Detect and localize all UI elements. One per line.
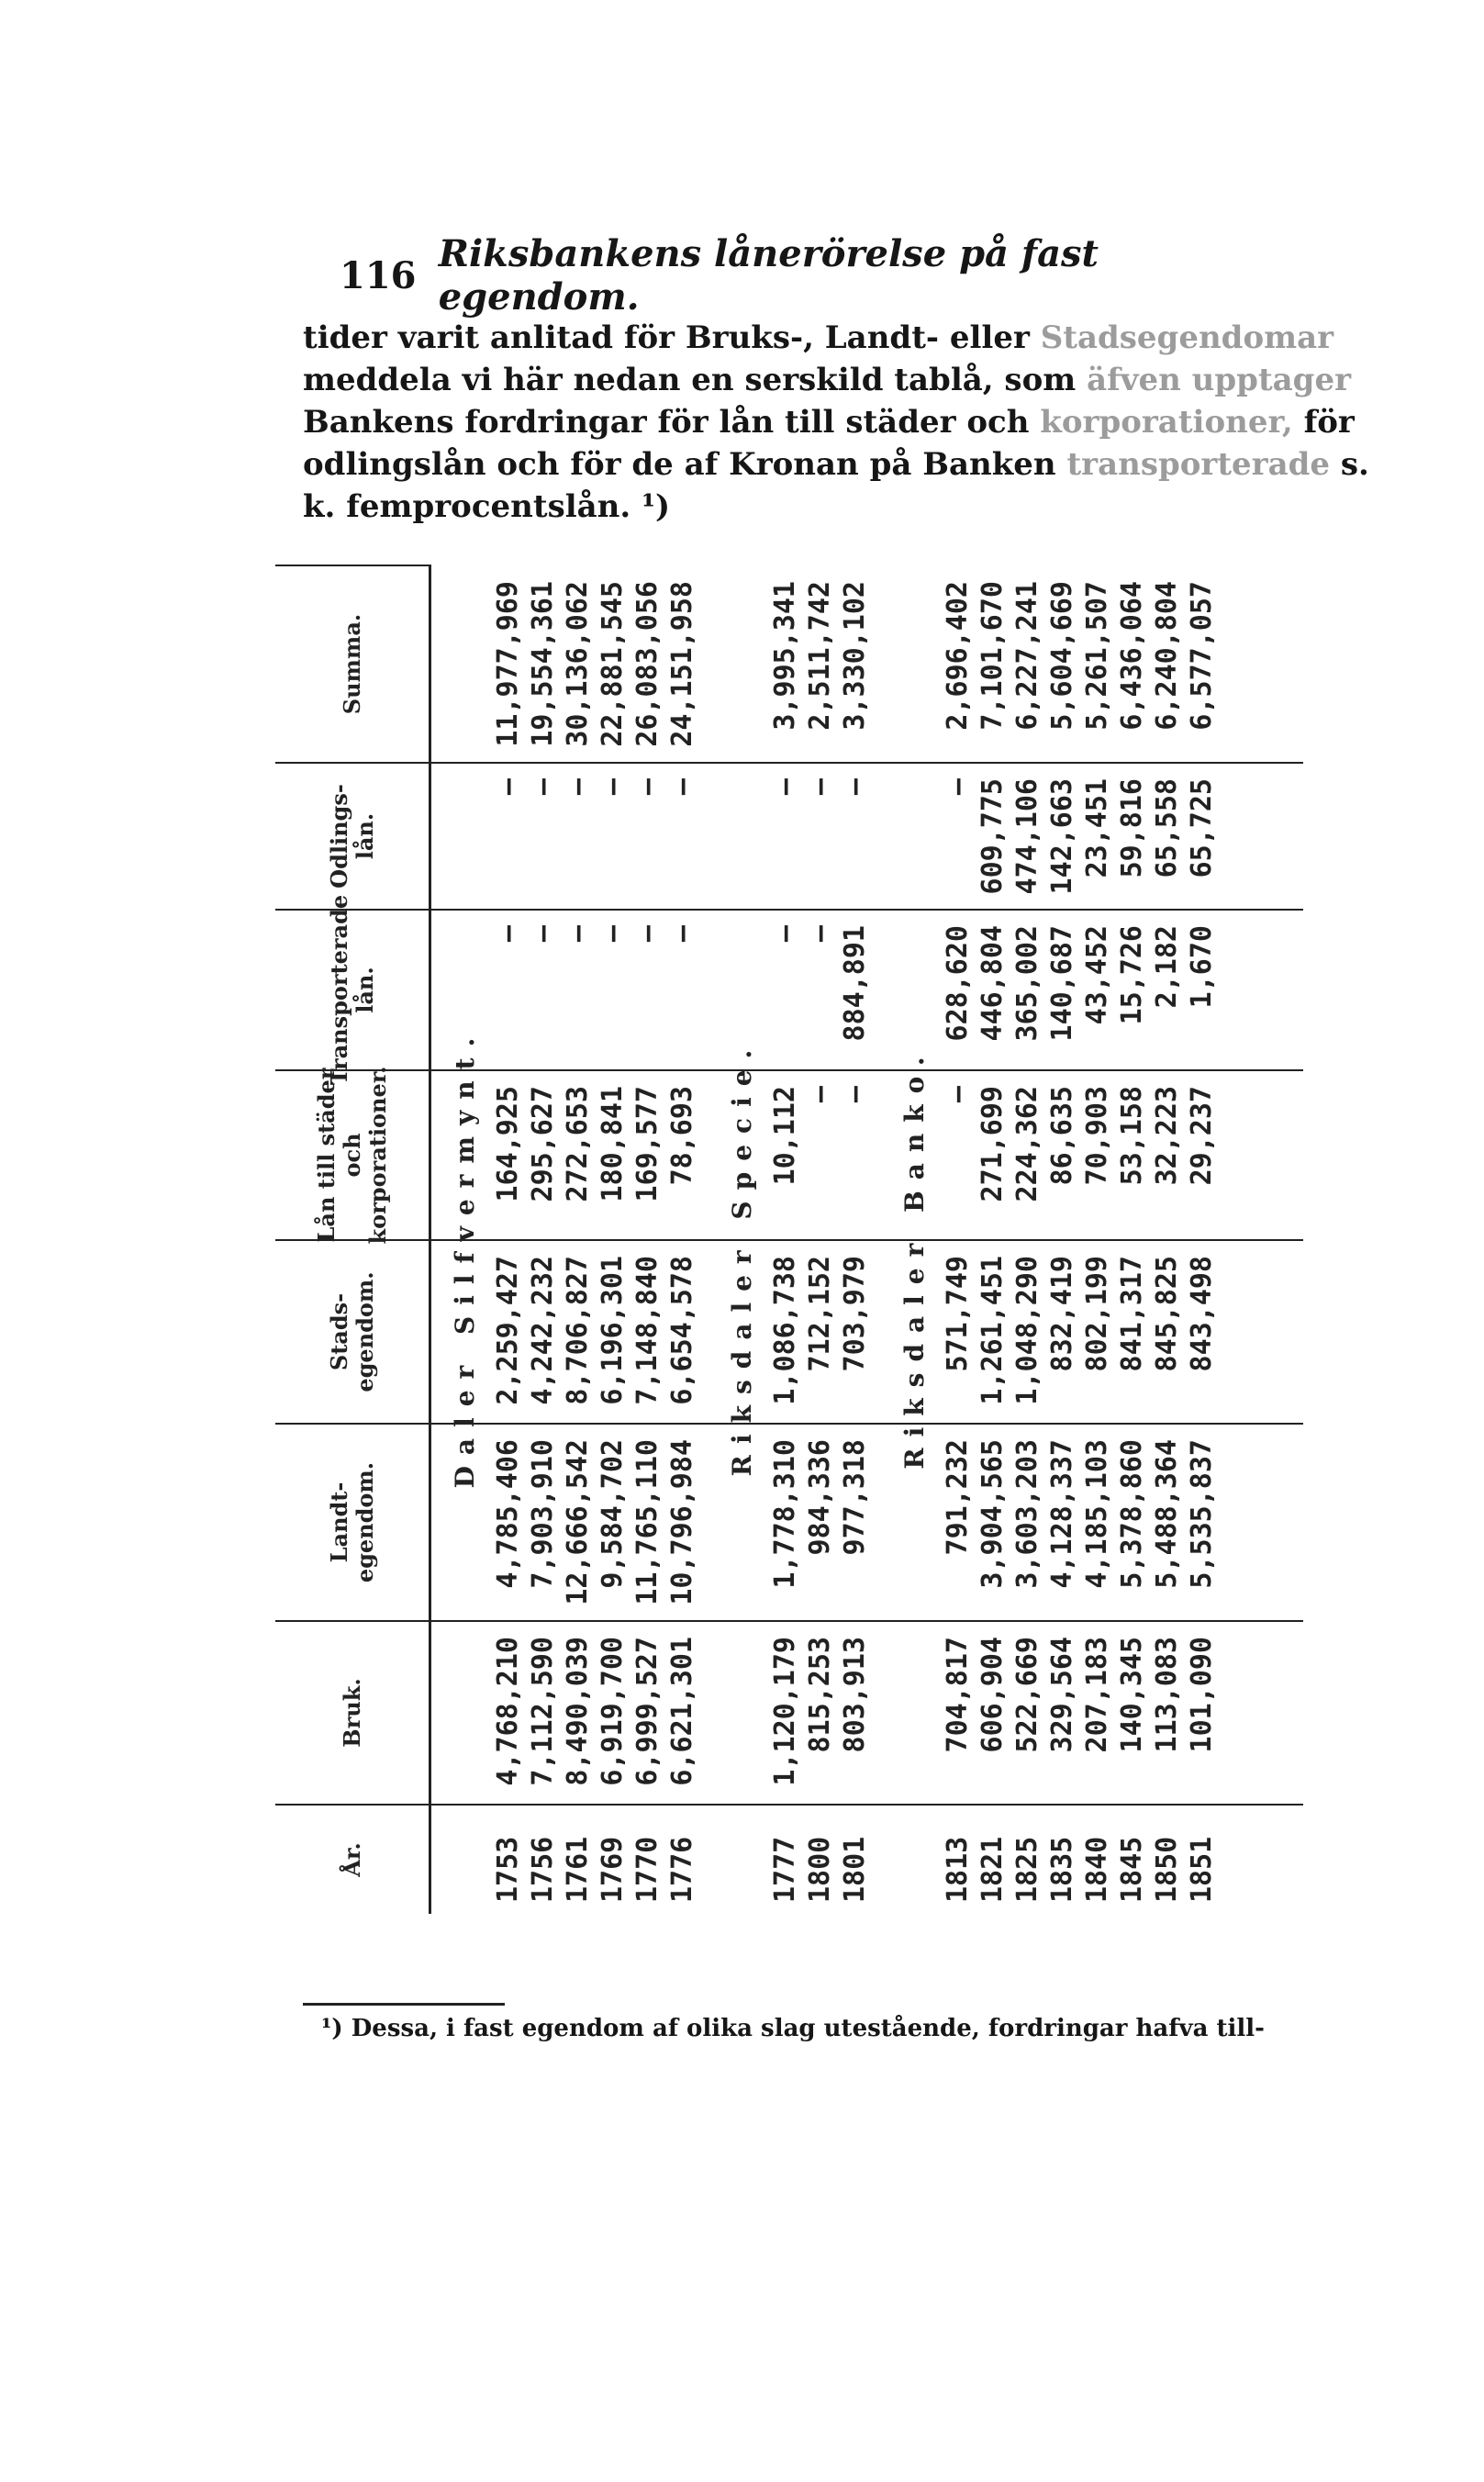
year-cell: 1825 <box>1011 1836 1043 1903</box>
value-cell: 59,816 <box>1116 778 1148 878</box>
value-cell: 142,663 <box>1046 778 1078 895</box>
intro-paragraph <box>303 317 1369 528</box>
section-label: Riksdaler Banko. <box>899 1045 930 1470</box>
value-cell: 6,436,064 <box>1116 581 1148 731</box>
column-header: Odlings-lån. <box>275 762 431 909</box>
value-cell: 803,913 <box>839 1637 871 1753</box>
line-text: Bankens fordringar för lån till städer och <box>303 404 1041 441</box>
rotated-table-frame <box>275 546 1303 1969</box>
page-number: 116 <box>340 253 417 297</box>
paragraph-line <box>303 443 1369 486</box>
value-cell: 7,112,590 <box>527 1637 559 1786</box>
value-cell: 802,199 <box>1081 1256 1113 1372</box>
value-cell: 11,765,110 <box>631 1439 664 1605</box>
value-cell: 22,881,545 <box>597 581 629 747</box>
value-cell: — <box>597 925 629 943</box>
value-cell: 6,240,804 <box>1151 581 1183 731</box>
value-cell: 169,577 <box>631 1086 664 1202</box>
value-cell: — <box>839 1086 871 1103</box>
value-cell: 703,979 <box>839 1256 871 1372</box>
value-cell: 329,564 <box>1046 1637 1078 1753</box>
value-cell: 365,002 <box>1011 925 1043 1042</box>
value-cell: 2,696,402 <box>942 581 974 731</box>
value-cell: 606,904 <box>976 1637 1009 1753</box>
line-text: odlingslån och för de af Kronan på Banken <box>303 446 1067 483</box>
year-cell: 1761 <box>562 1836 594 1903</box>
value-cell: 4,185,103 <box>1081 1439 1113 1589</box>
value-cell: — <box>492 925 524 943</box>
value-cell: 15,726 <box>1116 925 1148 1025</box>
value-cell: 4,768,210 <box>492 1637 524 1786</box>
value-cell: 113,083 <box>1151 1637 1183 1753</box>
value-cell: 86,635 <box>1046 1086 1078 1186</box>
value-cell: 271,699 <box>976 1086 1009 1202</box>
column-header: Transporterade lån. <box>275 909 431 1069</box>
value-cell: 2,182 <box>1151 925 1183 1009</box>
year-cell: 1801 <box>839 1836 871 1903</box>
page-header <box>340 232 1294 319</box>
year-cell: 1850 <box>1151 1836 1183 1903</box>
paragraph-line <box>303 486 1322 528</box>
column-header: Landt-egendom. <box>275 1423 431 1620</box>
value-cell: 522,669 <box>1011 1637 1043 1753</box>
line-text: s. <box>1330 446 1369 483</box>
value-cell: 10,112 <box>769 1086 801 1186</box>
paragraph-line <box>303 401 1355 443</box>
value-cell: 295,627 <box>527 1086 559 1202</box>
value-cell: — <box>666 925 698 943</box>
line-text: tider varit anlitad för Bruks-, Landt- eller <box>303 319 1041 356</box>
year-cell: 1851 <box>1186 1836 1218 1903</box>
value-cell: — <box>527 925 559 943</box>
value-cell: 32,223 <box>1151 1086 1183 1186</box>
value-cell: — <box>769 778 801 796</box>
value-cell: 1,048,290 <box>1011 1256 1043 1405</box>
loan-table <box>275 546 1303 1969</box>
column-header: År. <box>275 1804 431 1914</box>
value-cell: 1,120,179 <box>769 1637 801 1786</box>
value-cell: 609,775 <box>976 778 1009 895</box>
value-cell: 6,621,301 <box>666 1637 698 1786</box>
value-cell: 224,362 <box>1011 1086 1043 1202</box>
value-cell: 2,511,742 <box>804 581 836 731</box>
value-cell: 571,749 <box>942 1256 974 1372</box>
value-cell: 19,554,361 <box>527 581 559 747</box>
value-cell: 2,259,427 <box>492 1256 524 1405</box>
value-cell: 843,498 <box>1186 1256 1218 1372</box>
value-cell: 712,152 <box>804 1256 836 1372</box>
value-cell: 23,451 <box>1081 778 1113 878</box>
value-cell: 704,817 <box>942 1637 974 1753</box>
value-cell: 6,577,057 <box>1186 581 1218 731</box>
value-cell: 4,242,232 <box>527 1256 559 1405</box>
column-header: Bruk. <box>275 1620 431 1804</box>
value-cell: — <box>562 925 594 943</box>
value-cell: — <box>492 778 524 796</box>
value-cell: — <box>527 778 559 796</box>
faded-text: äfven upptager <box>1087 362 1351 398</box>
value-cell: 180,841 <box>597 1086 629 1202</box>
value-cell: 791,232 <box>942 1439 974 1556</box>
running-title: Riksbankens lånerörelse på fast egendom. <box>438 232 1099 319</box>
year-cell: 1835 <box>1046 1836 1078 1903</box>
value-cell: 9,584,702 <box>597 1439 629 1589</box>
value-cell: — <box>631 925 664 943</box>
column-header: Summa. <box>275 565 431 762</box>
value-cell: 11,977,969 <box>492 581 524 747</box>
value-cell: 841,317 <box>1116 1256 1148 1372</box>
value-cell: 140,345 <box>1116 1637 1148 1753</box>
value-cell: 4,785,406 <box>492 1439 524 1589</box>
column-header: Stads-egendom. <box>275 1239 431 1423</box>
value-cell: 140,687 <box>1046 925 1078 1042</box>
value-cell: 5,488,364 <box>1151 1439 1183 1589</box>
faded-text: transporterade <box>1066 446 1331 483</box>
value-cell: 101,090 <box>1186 1637 1218 1753</box>
value-cell: 3,995,341 <box>769 581 801 731</box>
value-cell: — <box>631 778 664 796</box>
year-cell: 1770 <box>631 1836 664 1903</box>
value-cell: 977,318 <box>839 1439 871 1556</box>
footnote-rule <box>303 2003 505 2006</box>
year-cell: 1769 <box>597 1836 629 1903</box>
value-cell: 1,086,738 <box>769 1256 801 1405</box>
value-cell: — <box>804 778 836 796</box>
year-cell: 1813 <box>942 1836 974 1903</box>
value-cell: 7,101,670 <box>976 581 1009 731</box>
value-cell: — <box>942 778 974 796</box>
value-cell: 43,452 <box>1081 925 1113 1025</box>
value-cell: 6,654,578 <box>666 1256 698 1405</box>
value-cell: 12,666,542 <box>562 1439 594 1605</box>
value-cell: 26,083,056 <box>631 581 664 747</box>
value-cell: 815,253 <box>804 1637 836 1753</box>
year-cell: 1800 <box>804 1836 836 1903</box>
value-cell: 70,903 <box>1081 1086 1113 1186</box>
value-cell: — <box>804 925 836 943</box>
section-label: Riksdaler Specie. <box>727 1038 757 1477</box>
value-cell: 8,490,039 <box>562 1637 594 1786</box>
value-cell: — <box>839 778 871 796</box>
value-cell: 5,604,669 <box>1046 581 1078 731</box>
value-cell: 3,603,203 <box>1011 1439 1043 1589</box>
faded-text: korporationer, <box>1040 404 1293 441</box>
year-cell: 1845 <box>1116 1836 1148 1903</box>
paragraph-line <box>303 317 1334 359</box>
value-cell: 164,925 <box>492 1086 524 1202</box>
year-cell: 1776 <box>666 1836 698 1903</box>
value-cell: 5,261,507 <box>1081 581 1113 731</box>
year-cell: 1840 <box>1081 1836 1113 1903</box>
value-cell: 628,620 <box>942 925 974 1042</box>
value-cell: 3,904,565 <box>976 1439 1009 1589</box>
value-cell: 1,261,451 <box>976 1256 1009 1405</box>
value-cell: 30,136,062 <box>562 581 594 747</box>
paragraph-line <box>303 359 1351 401</box>
value-cell: 446,804 <box>976 925 1009 1042</box>
value-cell: — <box>769 925 801 943</box>
value-cell: 884,891 <box>839 925 871 1042</box>
year-cell: 1756 <box>527 1836 559 1903</box>
value-cell: — <box>562 778 594 796</box>
footnote: ¹) Dessa, i fast egendom af olika slag utestående, fordringar hafva till- <box>321 2015 1265 2042</box>
value-cell: 5,378,860 <box>1116 1439 1148 1589</box>
value-cell: 6,196,301 <box>597 1256 629 1405</box>
value-cell: 845,825 <box>1151 1256 1183 1372</box>
value-cell: 24,151,958 <box>666 581 698 747</box>
value-cell: 10,796,984 <box>666 1439 698 1605</box>
year-cell: 1753 <box>492 1836 524 1903</box>
value-cell: 7,903,910 <box>527 1439 559 1589</box>
value-cell: 832,419 <box>1046 1256 1078 1372</box>
value-cell: 6,919,700 <box>597 1637 629 1786</box>
value-cell: 3,330,102 <box>839 581 871 731</box>
value-cell: 4,128,337 <box>1046 1439 1078 1589</box>
year-cell: 1821 <box>976 1836 1009 1903</box>
faded-text: Stadsegendomar <box>1040 319 1334 356</box>
value-cell: 207,183 <box>1081 1637 1113 1753</box>
value-cell: 53,158 <box>1116 1086 1148 1186</box>
value-cell: 7,148,840 <box>631 1256 664 1405</box>
value-cell: 474,106 <box>1011 778 1043 895</box>
value-cell: 8,706,827 <box>562 1256 594 1405</box>
value-cell: — <box>666 778 698 796</box>
value-cell: 272,653 <box>562 1086 594 1202</box>
value-cell: 6,227,241 <box>1011 581 1043 731</box>
value-cell: — <box>804 1086 836 1103</box>
value-cell: 5,535,837 <box>1186 1439 1218 1589</box>
line-text: meddela vi här nedan en serskild tablå, som <box>303 362 1088 398</box>
value-cell: 6,999,527 <box>631 1637 664 1786</box>
year-cell: 1777 <box>769 1836 801 1903</box>
value-cell: — <box>597 778 629 796</box>
value-cell: 1,778,310 <box>769 1439 801 1589</box>
line-text: för <box>1292 404 1355 441</box>
column-header: Lån till städer och korporationer. <box>275 1069 431 1239</box>
value-cell: 65,725 <box>1186 778 1218 878</box>
value-cell: — <box>942 1086 974 1103</box>
value-cell: 1,670 <box>1186 925 1218 1009</box>
section-label: Daler Silfvermynt. <box>450 1026 480 1489</box>
value-cell: 78,693 <box>666 1086 698 1186</box>
value-cell: 65,558 <box>1151 778 1183 878</box>
line-text: k. femprocentslån. ¹) <box>303 488 671 525</box>
value-cell: 29,237 <box>1186 1086 1218 1186</box>
value-cell: 984,336 <box>804 1439 836 1556</box>
